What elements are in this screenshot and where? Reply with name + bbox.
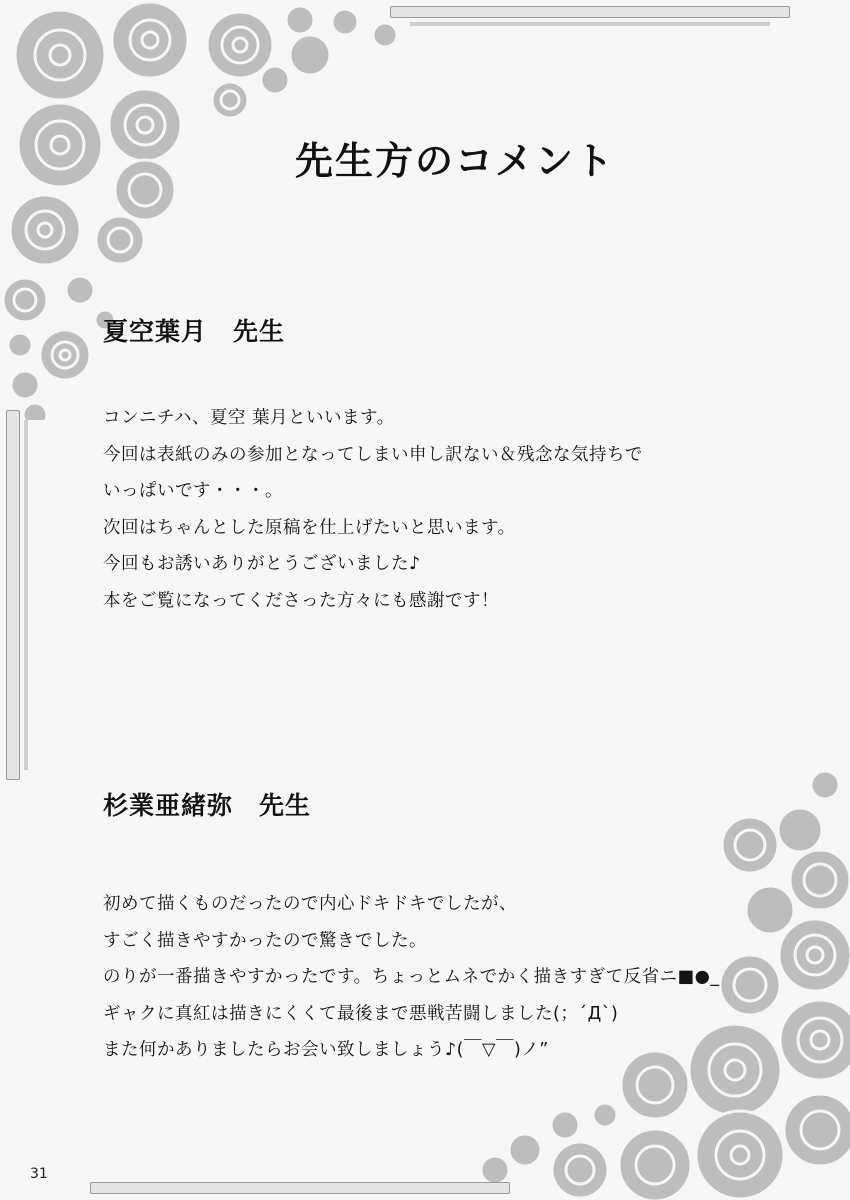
comment-line: ギャクに真紅は描きにくくて最後まで悪戦苦闘しました(；´Д`) bbox=[103, 1003, 619, 1024]
frame-bar-top-inner bbox=[410, 22, 770, 26]
frame-bar-bottom bbox=[90, 1182, 510, 1194]
section-heading: 夏空葉月 先生 bbox=[103, 317, 286, 346]
section-heading: 杉業亜緒弥 先生 bbox=[103, 791, 312, 820]
comment-line: のりが一番描きやすかったです。ちょっとムネでかく描きすぎて反省ニ■●_ bbox=[103, 967, 720, 987]
comment-line: いっぱいです・・・。 bbox=[103, 481, 283, 501]
comment-body bbox=[103, 886, 783, 1069]
comment-line: 初めて描くものだったので内心ドキドキでしたが、 bbox=[103, 894, 517, 914]
page-title: 先生方のコメント bbox=[294, 139, 615, 183]
comment-line: コンニチハ、夏空 葉月といいます。 bbox=[103, 408, 395, 428]
comment-line: また何かありましたらお会い致しましょう♪(￣▽￣)ノ” bbox=[103, 1040, 549, 1060]
page-number: 31 bbox=[30, 1166, 48, 1182]
comment-section-natsuzora bbox=[103, 312, 783, 619]
comment-line: すごく描きやすかったので驚きでした。 bbox=[103, 930, 427, 951]
comment-line: 次回はちゃんとした原稿を仕上げたいと思います。 bbox=[103, 517, 516, 538]
frame-bar-top bbox=[390, 6, 790, 18]
comment-section-sugi bbox=[103, 786, 783, 1069]
frame-bar-left-inner bbox=[24, 420, 28, 770]
frame-bar-left bbox=[6, 410, 20, 780]
comment-line: 本をご覧になってくださった方々にも感謝です！ bbox=[103, 590, 499, 611]
comment-line: 今回は表紙のみの参加となってしまい申し訳ない＆残念な気持ちで bbox=[103, 444, 643, 465]
comment-body bbox=[103, 400, 783, 619]
comment-line: 今回もお誘いありがとうございました♪ bbox=[103, 554, 421, 574]
